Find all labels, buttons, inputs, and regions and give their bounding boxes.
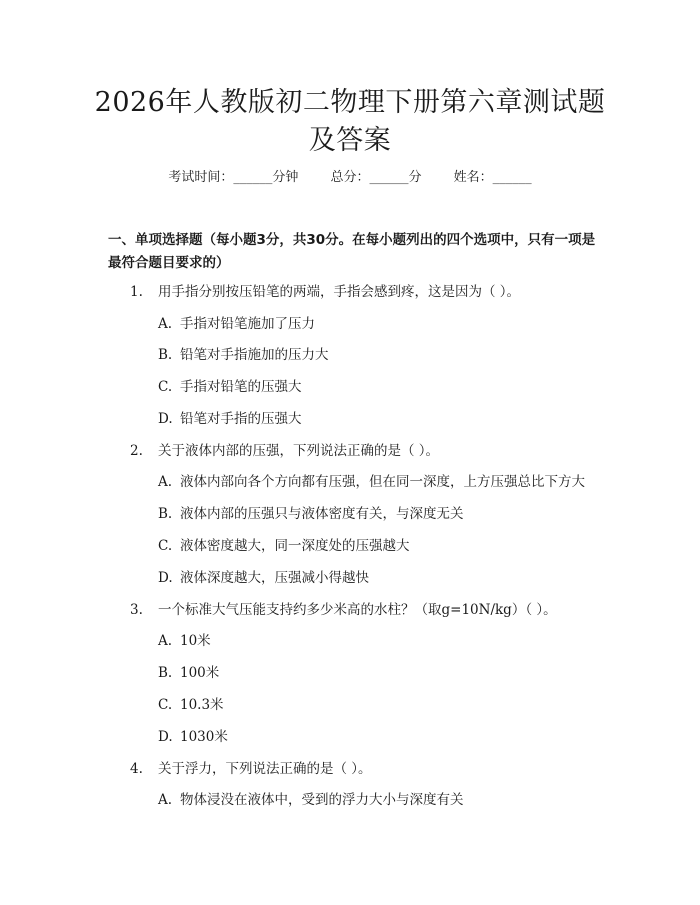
option-letter: D. [158, 729, 173, 745]
question-number: 3. [130, 602, 143, 618]
question-number: 1. [130, 284, 143, 300]
option-letter: D. [158, 411, 173, 427]
option-letter: B. [158, 665, 173, 681]
question-3-option-d [158, 727, 228, 747]
option-letter: C. [158, 697, 173, 713]
option-text: 手指对铅笔的压强大 [180, 379, 302, 395]
option-text: 液体密度越大，同一深度处的压强越大 [180, 538, 410, 554]
question-1-option-d [158, 409, 302, 429]
question-text: 用手指分别按压铅笔的两端，手指会感到疼，这是因为（ ）。 [158, 284, 521, 300]
total-score-field: 总分：______分 [330, 170, 422, 185]
question-2-option-c [158, 536, 410, 556]
option-text: 100米 [180, 665, 220, 681]
option-text: 液体内部的压强只与液体密度有关，与深度无关 [180, 506, 464, 522]
option-letter: A. [158, 633, 173, 649]
option-letter: A. [158, 792, 173, 808]
option-text: 物体浸没在液体中，受到的浮力大小与深度有关 [180, 792, 464, 808]
question-text: 一个标准大气压能支持约多少米高的水柱？（取g=10N/kg）（ ）。 [158, 602, 557, 618]
option-letter: D. [158, 570, 173, 586]
question-3-option-b [158, 663, 219, 683]
question-1 [130, 282, 520, 302]
question-1-option-b [158, 345, 329, 365]
question-text: 关于浮力，下列说法正确的是（ ）。 [158, 761, 372, 777]
option-text: 10米 [180, 633, 211, 649]
question-1-option-c [158, 377, 302, 397]
student-name-field: 姓名：______ [453, 170, 532, 185]
page-title: 2026年人教版初二物理下册第六章测试题及答案 [94, 87, 606, 156]
option-letter: C. [158, 379, 173, 395]
option-letter: A. [158, 316, 173, 332]
question-2-option-d [158, 568, 369, 588]
question-2-option-b [158, 504, 464, 524]
question-number: 4. [130, 761, 143, 777]
option-text: 10.3米 [180, 697, 224, 713]
question-number: 2. [130, 443, 143, 459]
exam-meta [0, 168, 700, 188]
question-text: 关于液体内部的压强，下列说法正确的是（ ）。 [158, 443, 440, 459]
question-4 [130, 759, 372, 779]
option-text: 液体深度越大，压强减小得越快 [180, 570, 369, 586]
option-letter: B. [158, 347, 173, 363]
option-letter: B. [158, 506, 173, 522]
option-letter: A. [158, 474, 173, 490]
option-letter: C. [158, 538, 173, 554]
option-text: 液体内部向各个方向都有压强，但在同一深度，上方压强总比下方大 [180, 474, 585, 490]
question-2 [130, 441, 439, 461]
question-2-option-a [158, 472, 585, 492]
question-3-option-c [158, 695, 224, 715]
exam-time-field: 考试时间：______分钟 [168, 170, 299, 185]
option-text: 1030米 [180, 729, 228, 745]
question-3-option-a [158, 631, 211, 651]
question-1-option-a [158, 314, 315, 334]
section-heading: 一、单项选择题（每小题3分，共30分。在每小题列出的四个选项中，只有一项是最符合题目要求的） [108, 232, 596, 271]
question-4-option-a [158, 790, 464, 810]
option-text: 铅笔对手指的压强大 [180, 411, 302, 427]
option-text: 手指对铅笔施加了压力 [180, 316, 315, 332]
question-3 [130, 600, 557, 620]
option-text: 铅笔对手指施加的压力大 [180, 347, 329, 363]
